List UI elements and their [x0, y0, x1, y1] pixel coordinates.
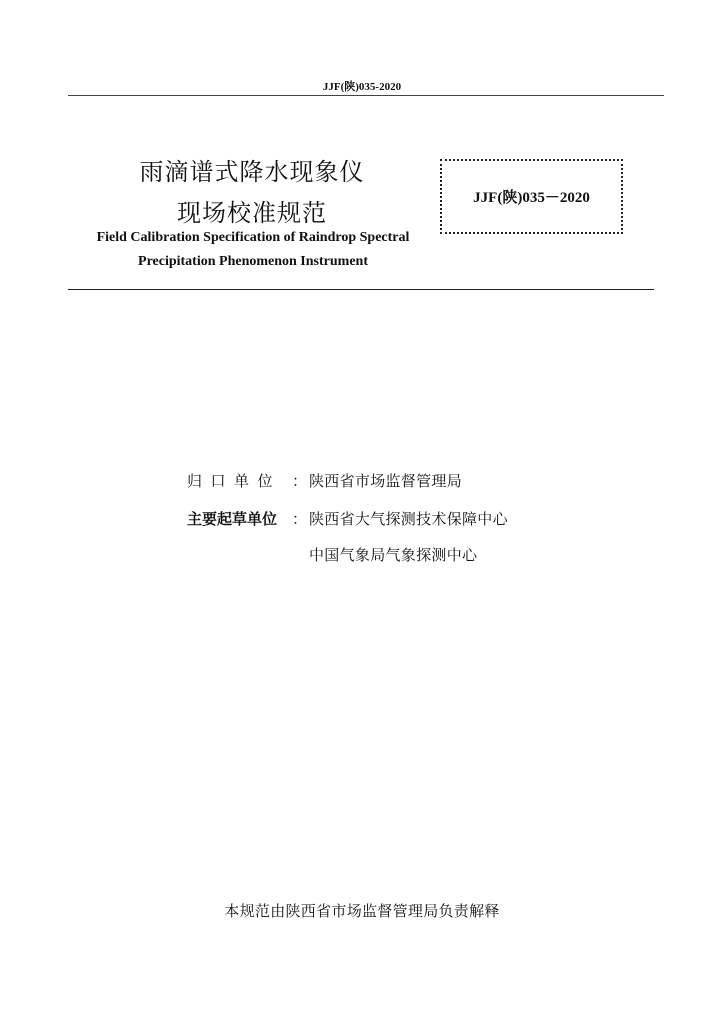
responsible-unit-label: 归口单位 — [187, 472, 282, 490]
main-rule — [68, 289, 654, 290]
responsible-unit-value: 陕西省市场监督管理局 — [309, 472, 463, 490]
drafting-unit-row-2 — [0, 544, 724, 566]
header-rule — [68, 95, 664, 96]
drafting-unit-colon: ： — [292, 510, 308, 528]
title-english-line-1: Field Calibration Specification of Raindrop Spectral — [96, 230, 410, 245]
drafting-unit-value-2: 中国气象局气象探测中心 — [309, 546, 478, 564]
title-chinese-line-1: 雨滴谱式降水现象仪 — [139, 158, 365, 186]
title-chinese-line-2: 现场校准规范 — [177, 199, 327, 227]
header-code: JJF(陕)035-2020 — [322, 81, 402, 93]
drafting-unit-value-1: 陕西省大气探测技术保障中心 — [309, 510, 508, 528]
document-code-box — [440, 159, 623, 234]
title-english-line-2: Precipitation Phenomenon Instrument — [138, 254, 368, 269]
document-code: JJF(陕)035－2020 — [473, 190, 590, 206]
drafting-unit-label: 主要起草单位 — [187, 510, 278, 528]
footer-note: 本规范由陕西省市场监督管理局负责解释 — [224, 902, 500, 920]
responsible-unit-row — [0, 470, 724, 492]
drafting-unit-row — [0, 508, 724, 530]
responsible-unit-colon: ： — [292, 472, 308, 490]
